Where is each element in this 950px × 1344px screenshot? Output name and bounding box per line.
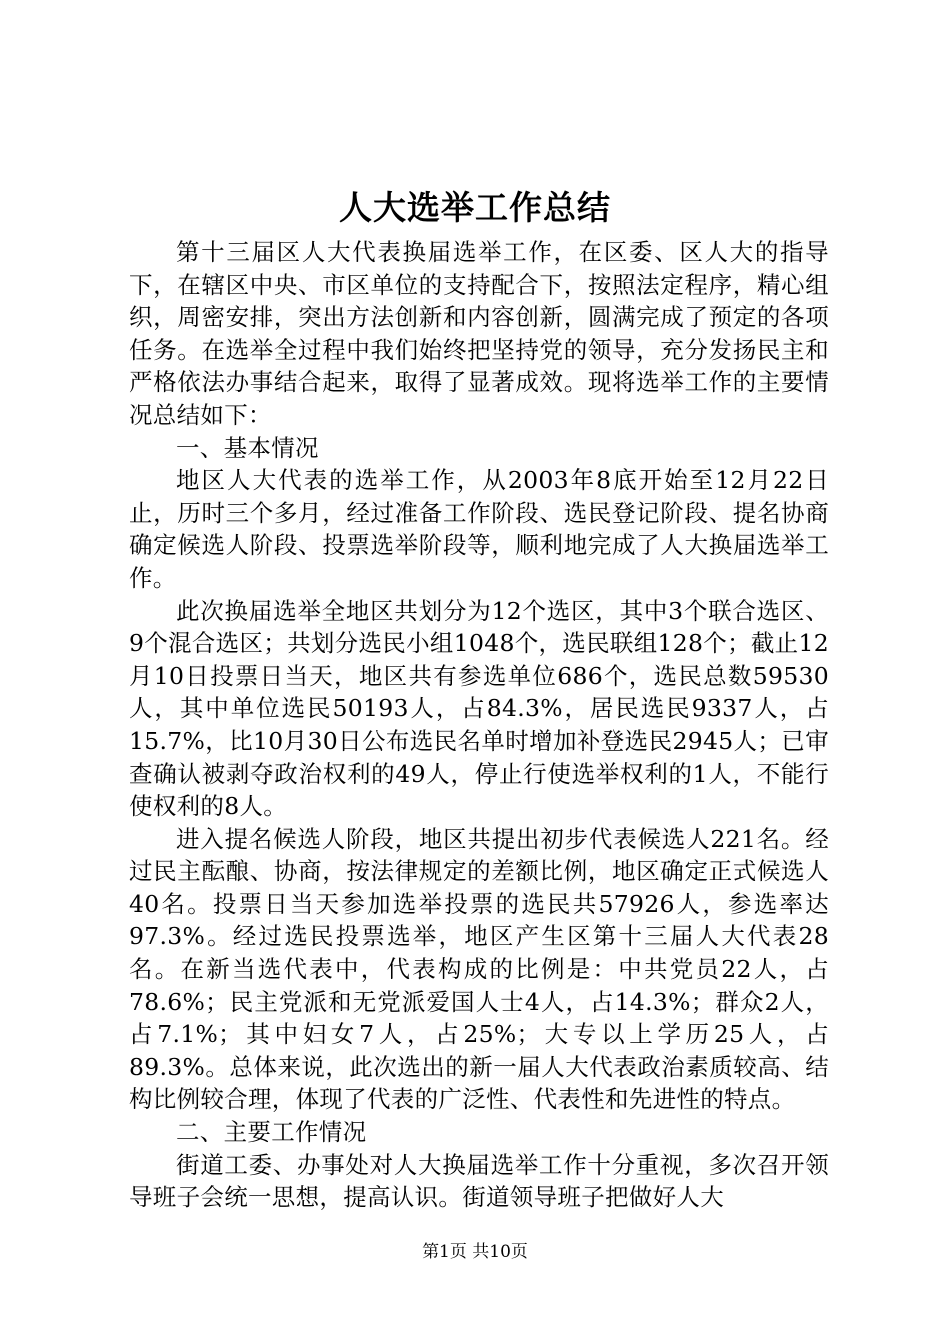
section-heading-main-work: 二、主要工作情况 [176, 1118, 367, 1147]
section-heading-basic: 一、基本情况 [176, 433, 319, 462]
paragraph-intro: 第十三届区人大代表换届选举工作，在区委、区人大的指导下，在辖区中央、市区单位的支持配合下，按照法定程序，精心组织，周密安排，突出方法创新和内容创新，圆满完成了预定的各项任务。在选举全过程中我们始终把坚持党的领导，充分发扬民主和严格依法办事结合起来，取得了显著成效。现将选举工作的主要情况总结如下： [129, 238, 829, 429]
page-number-footer: 第1页 共10页 [422, 1242, 528, 1262]
paragraph-districts: 此次换届选举全地区共划分为12个选区，其中3个联合选区、9个混合选区；共划分选民小组1048个，选民联组128个；截止12月10日投票日当天，地区共有参选单位686个，选民总数59530人，其中单位选民50193人，占84.3%，居民选民9337人，占15.7%，比10月30日公布选民名单时增加补登选民2945人；已审查确认被剥夺政治权利的49人，停止行使选举权利的1人，不能行使权利的8人。 [129, 596, 829, 821]
document-body [129, 236, 829, 1214]
paragraph-candidates: 进入提名候选人阶段，地区共提出初步代表候选人221名。经过民主酝酿、协商，按法律规定的差额比例，地区确定正式候选人40名。投票日当天参加选举投票的选民共57926人，参选率达97.3%。经过选民投票选举，地区产生区第十三届人大代表28名。在新当选代表中，代表构成的比例是：中共党员22人，占78.6%；民主党派和无党派爱国人士4人，占14.3%；群众2人，占7.1%；其中妇女7人，占25%；大专以上学历25人，占89.3%。总体来说，此次选出的新一届人大代表政治素质较高、结构比例较合理，体现了代表的广泛性、代表性和先进性的特点。 [129, 824, 829, 1114]
document-title: 人大选举工作总结 [339, 188, 611, 227]
paragraph-timeline: 地区人大代表的选举工作，从2003年8底开始至12月22日止，历时三个多月，经过准备工作阶段、选民登记阶段、提名协商确定候选人阶段、投票选举阶段等，顺利地完成了人大换届选举工作。 [129, 466, 829, 592]
paragraph-leadership: 街道工委、办事处对人大换届选举工作十分重视，多次召开领导班子会统一思想，提高认识。街道领导班子把做好人大 [129, 1150, 829, 1212]
